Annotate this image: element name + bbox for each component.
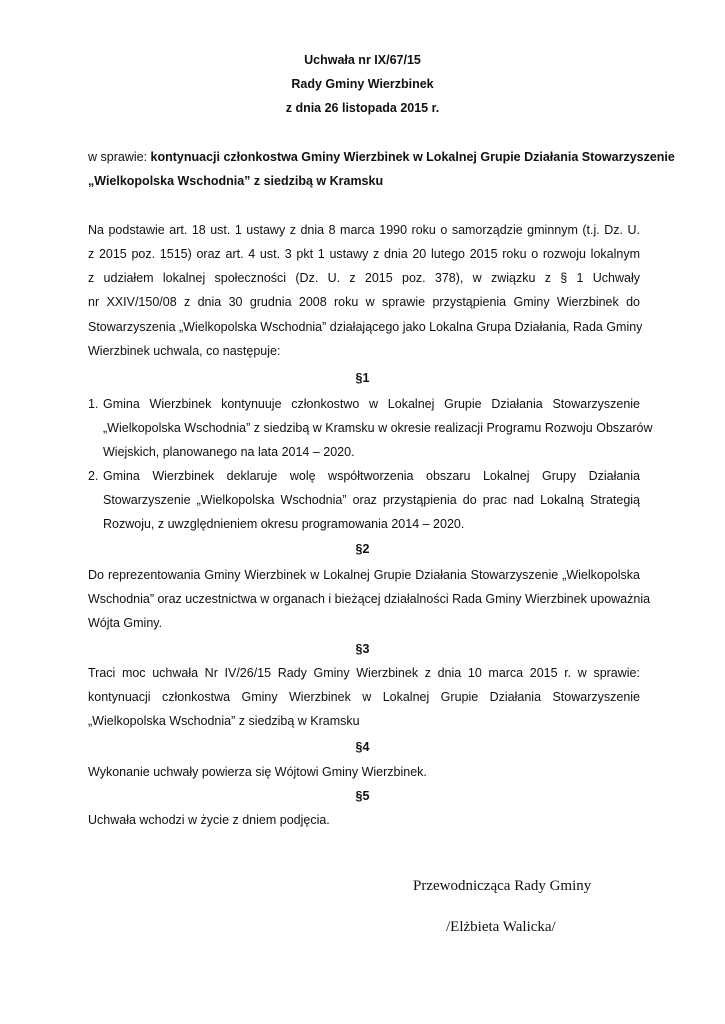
council-name: Rady Gminy Wierzbinek	[291, 77, 434, 91]
section-4-heading: §4	[355, 740, 370, 754]
section-3-line: Traci moc uchwała Nr IV/26/15 Rady Gminy Wierzbinek z dnia 10 marca 2015 r. w sprawie:	[88, 666, 640, 680]
preamble-line: Wierzbinek uchwala, co następuje:	[88, 344, 281, 358]
preamble-line: nr XXIV/150/08 z dnia 30 grudnia 2008 roku w sprawie przystąpienia Gminy Wierzbinek do	[88, 295, 640, 309]
preamble-line: z 2015 poz. 1515) oraz art. 4 ust. 3 pkt 1 ustawy z dnia 20 lutego 2015 roku o rozwoju lokalnym	[88, 247, 640, 261]
section-1-item-2-line: Stowarzyszenie „Wielkopolska Wschodnia” oraz przystąpienia do prac nad Lokalną Strategią	[103, 493, 640, 507]
resolution-date: z dnia 26 listopada 2015 r.	[285, 101, 440, 115]
signature-role: Przewodnicząca Rady Gminy	[413, 878, 592, 894]
subject-title-part-2: „Wielkopolska Wschodnia” z siedzibą w Kramsku	[88, 174, 384, 188]
section-2-heading: §2	[355, 542, 370, 556]
section-5-heading: §5	[355, 789, 370, 803]
preamble-line: z udziałem lokalnej społeczności (Dz. U. z 2015 poz. 378), w związku z § 1 Uchwały	[88, 271, 640, 285]
preamble-line: Na podstawie art. 18 ust. 1 ustawy z dnia 8 marca 1990 roku o samorządzie gminnym (t.j. Dz. U.	[88, 223, 640, 237]
section-1-item-2-line: Rozwoju, z uwzględnieniem okresu programowania 2014 – 2020.	[103, 517, 465, 531]
section-3-line: kontynuacji członkostwa Gminy Wierzbinek w Lokalnej Grupie Działania Stowarzyszenie	[88, 690, 640, 704]
section-1-item-1-line: Wiejskich, planowanego na lata 2014 – 2020.	[103, 445, 355, 459]
section-1-item-1-line: Gmina Wierzbinek kontynuuje członkostwo w Lokalnej Grupie Działania Stowarzyszenie	[103, 397, 640, 411]
section-1-item-1-line: „Wielkopolska Wschodnia” z siedzibą w Kramsku w okresie realizacji Programu Rozwoju Obszarów	[103, 421, 653, 435]
preamble-line: Stowarzyszenia „Wielkopolska Wschodnia” działającego jako Lokalna Grupa Działania, Rada Gminy	[88, 320, 643, 334]
section-2-line: Wójta Gminy.	[88, 616, 163, 630]
section-1-item-1-number: 1.	[88, 397, 99, 411]
section-1-item-2-line: Gmina Wierzbinek deklaruje wolę współtworzenia obszaru Lokalnej Grupy Działania	[103, 469, 640, 483]
subject-line-1	[88, 149, 675, 165]
section-1-heading: §1	[355, 371, 370, 385]
signature-name: /Elżbieta Walicka/	[446, 919, 556, 935]
section-3-line: „Wielkopolska Wschodnia” z siedzibą w Kramsku	[88, 714, 360, 728]
resolution-number: Uchwała nr IX/67/15	[304, 53, 421, 67]
section-5-text: Uchwała wchodzi w życie z dniem podjęcia.	[88, 813, 330, 827]
subject-prefix: w sprawie:	[88, 150, 151, 164]
section-2-line: Wschodnia” oraz uczestnictwa w organach i bieżącej działalności Rada Gminy Wierzbinek upoważnia	[88, 592, 651, 606]
section-3-heading: §3	[355, 642, 370, 656]
subject-line-2	[88, 173, 640, 189]
section-2-line: Do reprezentowania Gminy Wierzbinek w Lokalnej Grupie Działania Stowarzyszenie „Wielkopolska	[88, 568, 640, 582]
section-4-text: Wykonanie uchwały powierza się Wójtowi Gminy Wierzbinek.	[88, 765, 427, 779]
subject-title-part-1: kontynuacji członkostwa Gminy Wierzbinek w Lokalnej Grupie Działania Stowarzyszenie	[150, 150, 675, 164]
section-1-item-2-number: 2.	[88, 469, 99, 483]
